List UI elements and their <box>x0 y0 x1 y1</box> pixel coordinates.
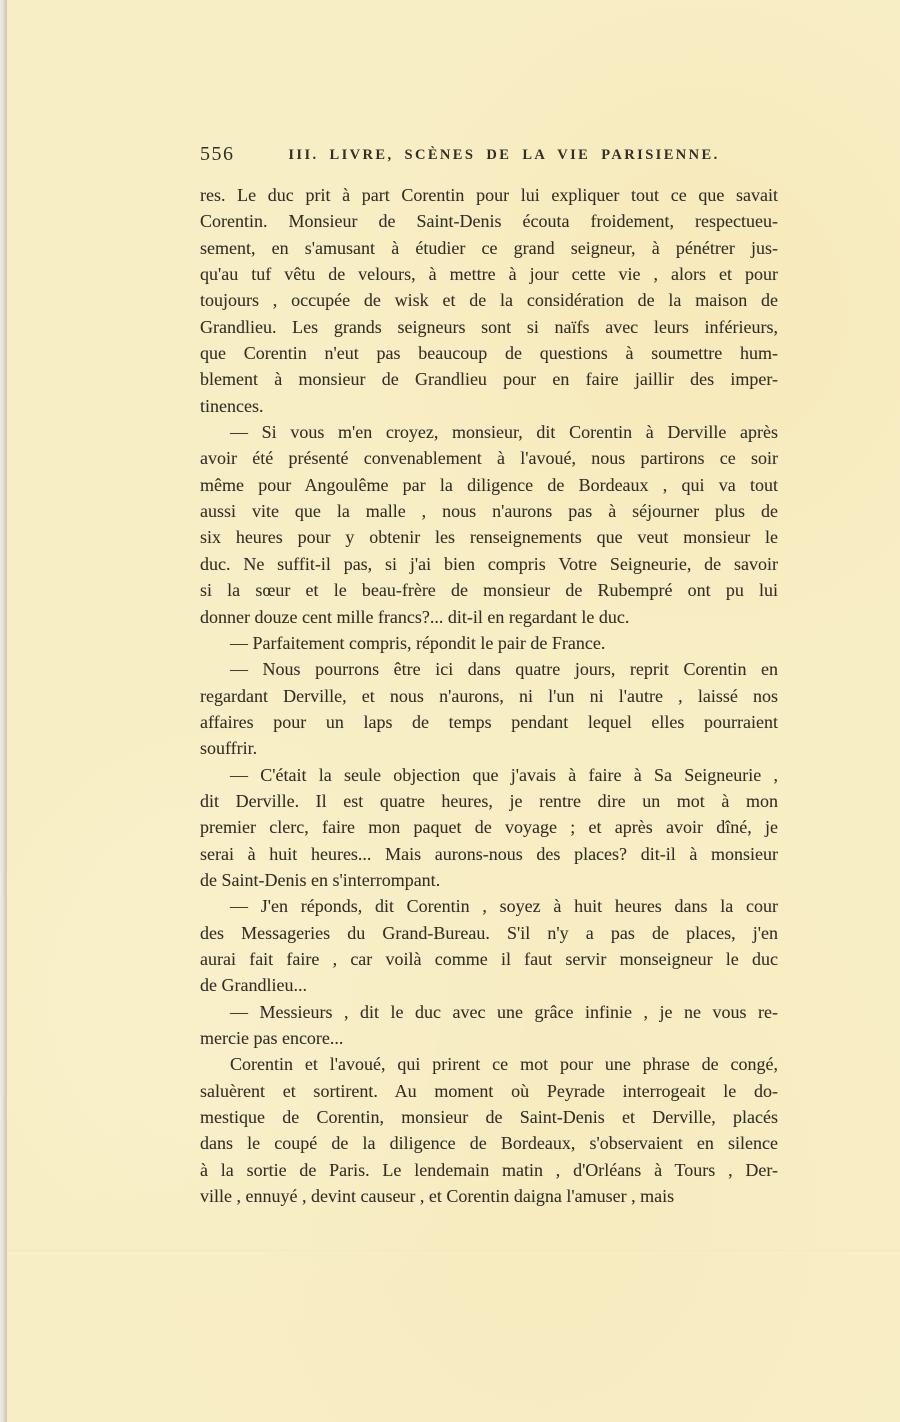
scan-edge-left <box>0 0 7 1422</box>
text-line: affaires pour un laps de temps pendant lequel elles pourraient <box>200 711 778 732</box>
text-line: de Saint-Denis en s'interrompant. <box>200 869 441 890</box>
text-line: — Parfaitement compris, répondit le pair de France. <box>230 632 606 653</box>
page-number: 556 <box>200 143 235 165</box>
text-line: — C'était la seule objection que j'avais à faire à Sa Seigneurie , <box>230 764 778 785</box>
text-line: des Messageries du Grand-Bureau. S'il n'y a pas de places, j'en <box>200 922 778 943</box>
text-line: souffrir. <box>200 738 258 759</box>
paragraph <box>200 630 778 656</box>
text-line: serai à huit heures... Mais aurons-nous des places? dit-il à monsieur <box>200 843 778 864</box>
text-line: Grandlieu. Les grands seigneurs sont si naïfs avec leurs inférieurs, <box>200 316 778 337</box>
text-line: dans le coupé de la diligence de Bordeaux, s'observaient en silence <box>200 1133 778 1154</box>
text-line: toujours , occupée de wisk et de la considération de la maison de <box>200 290 778 311</box>
text-line: — Nous pourrons être ici dans quatre jours, reprit Corentin en <box>230 659 778 680</box>
text-line: — Si vous m'en croyez, monsieur, dit Corentin à Derville après <box>230 422 778 443</box>
running-title: III. LIVRE, SCÈNES DE LA VIE PARISIENNE. <box>288 147 720 163</box>
text-line: qu'au tuf vêtu de velours, à mettre à jour cette vie , alors et pour <box>200 264 778 285</box>
text-line: avoir été présenté convenablement à l'avoué, nous partirons ce soir <box>200 448 778 469</box>
paragraph <box>200 419 778 630</box>
text-line: premier clerc, faire mon paquet de voyage ; et après avoir dîné, je <box>200 817 778 838</box>
paragraph <box>200 893 778 998</box>
text-line: six heures pour y obtenir les renseignements que veut monsieur le <box>200 527 778 548</box>
text-line: donner douze cent mille francs?... dit-il en regardant le duc. <box>200 606 630 627</box>
text-line: res. Le duc prit à part Corentin pour lui expliquer tout ce que savait <box>200 185 778 205</box>
paper-crease <box>0 1250 900 1252</box>
text-line: ville , ennuyé , devint causeur , et Corentin daigna l'amuser , mais <box>200 1186 675 1207</box>
text-line: regardant Derville, et nous n'aurons, ni l'un ni l'autre , laissé nos <box>200 685 778 706</box>
paragraph <box>200 656 778 761</box>
text-line: dit Derville. Il est quatre heures, je rentre dire un mot à mon <box>200 790 778 811</box>
paragraph <box>200 999 778 1052</box>
text-line: sement, en s'amusant à étudier ce grand seigneur, à pénétrer jus- <box>200 237 778 258</box>
paragraph <box>200 182 778 419</box>
text-line: que Corentin n'eut pas beaucoup de questions à soumettre hum- <box>200 343 778 364</box>
text-line: saluèrent et sortirent. Au moment où Peyrade interrogeait le do- <box>200 1080 778 1101</box>
text-line: aussi vite que la malle , nous n'aurons pas à séjourner plus de <box>200 501 778 522</box>
paragraph <box>200 1051 778 1209</box>
text-line: si la sœur et le beau-frère de monsieur de Rubempré ont pu lui <box>200 580 778 601</box>
text-line: blement à monsieur de Grandlieu pour en faire jaillir des imper- <box>200 369 778 390</box>
text-line: — Messieurs , dit le duc avec une grâce infinie , je ne vous re- <box>230 1001 778 1022</box>
text-line: aurai fait faire , car voilà comme il faut servir monseigneur le duc <box>200 948 778 969</box>
text-line: mercie pas encore... <box>200 1028 344 1048</box>
text-line: de Grandlieu... <box>200 975 307 996</box>
page-header <box>200 143 778 169</box>
paragraph <box>200 762 778 894</box>
text-line: même pour Angoulême par la diligence de Bordeaux , qui va tout <box>200 474 778 495</box>
text-line: — J'en réponds, dit Corentin , soyez à huit heures dans la cour <box>230 896 778 917</box>
text-line: Corentin. Monsieur de Saint-Denis écouta froidement, respectueu- <box>200 211 778 232</box>
text-line: tinences. <box>200 395 264 416</box>
text-line: duc. Ne suffit-il pas, si j'ai bien compris Votre Seigneurie, de savoir <box>200 553 778 574</box>
text-line: Corentin et l'avoué, qui prirent ce mot pour une phrase de congé, <box>230 1054 778 1075</box>
text-line: à la sortie de Paris. Le lendemain matin , d'Orléans à Tours , Der- <box>200 1159 778 1180</box>
text-line: mestique de Corentin, monsieur de Saint-Denis et Derville, placés <box>200 1107 778 1128</box>
text-block <box>200 182 778 1209</box>
